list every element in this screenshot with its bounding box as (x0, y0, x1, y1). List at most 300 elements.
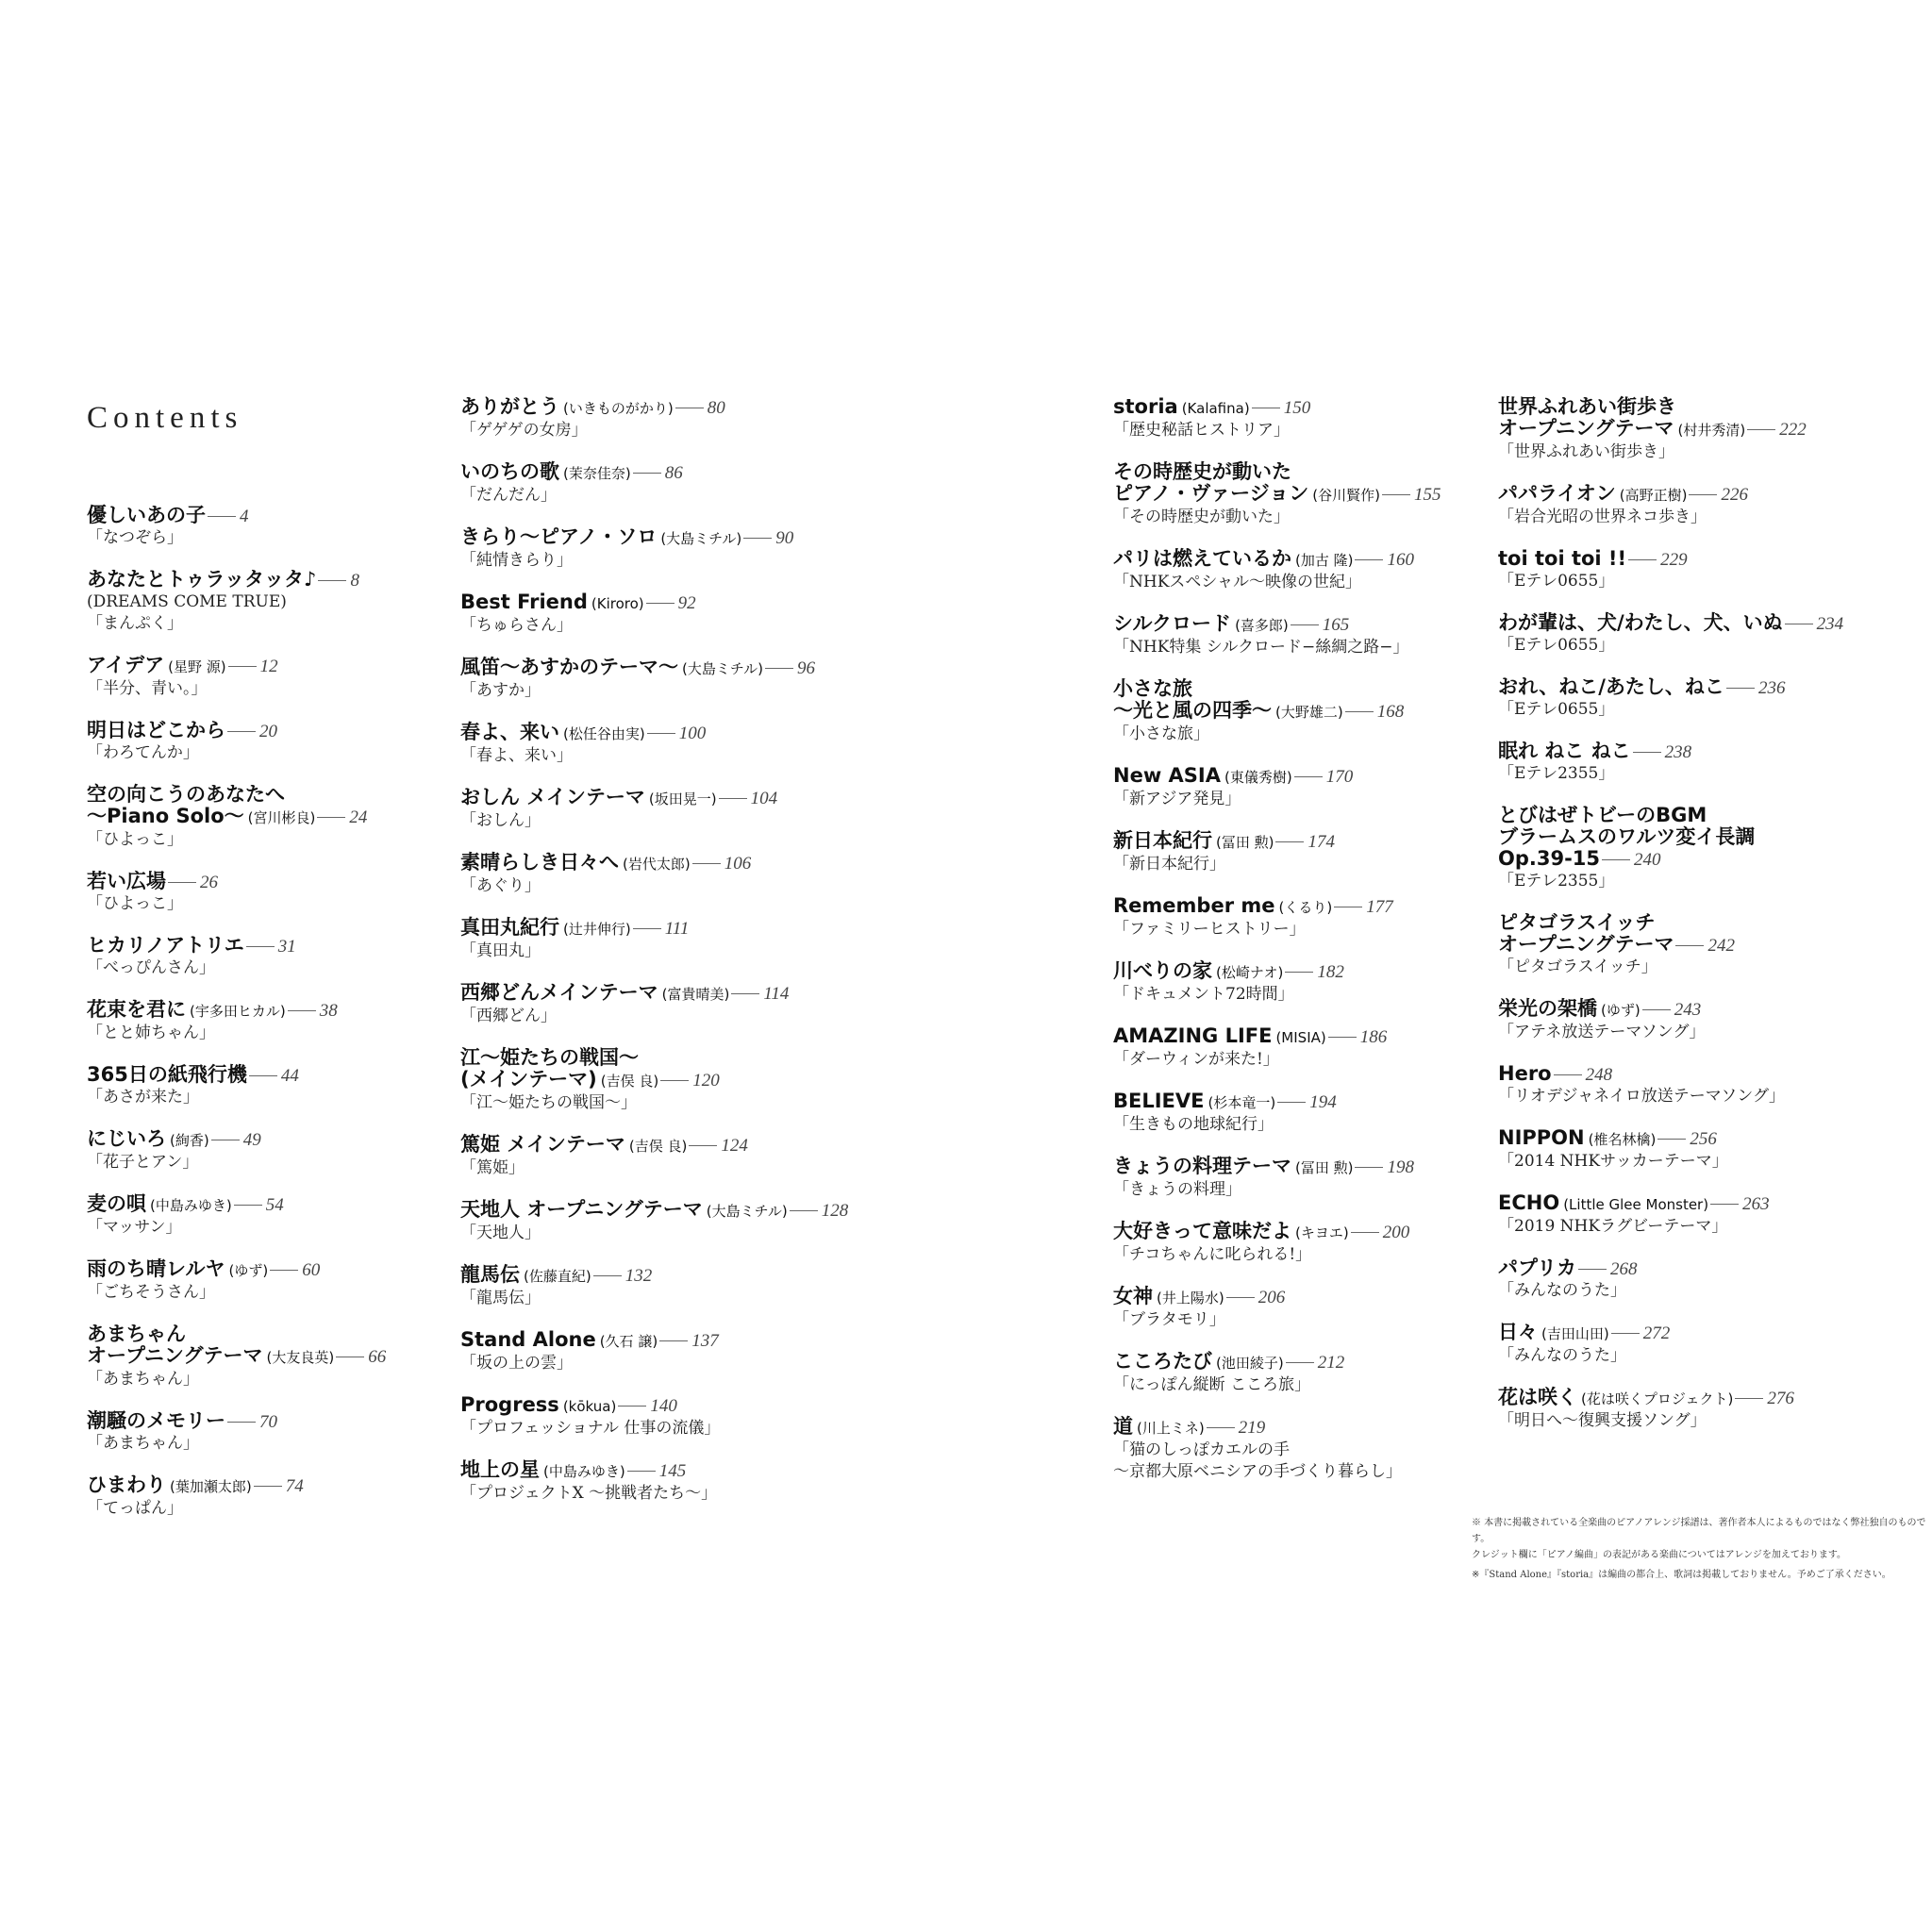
program-name: 〜京都大原ベニシアの手づくり暮らし」 (1113, 1462, 1402, 1481)
song-title: ありがとう (460, 395, 559, 418)
song-title: 日々 (1498, 1321, 1538, 1343)
song-title: パリは燃えているか (1113, 547, 1291, 570)
program-name: 「純情きらり」 (460, 551, 573, 570)
song-title: 女神 (1113, 1285, 1153, 1307)
song-title: オープニングテーマ (1498, 933, 1674, 956)
leader-line (627, 1471, 656, 1472)
program-name: 「てっぱん」 (87, 1499, 183, 1518)
entry-title-line (87, 1474, 386, 1498)
page-number: 150 (1283, 398, 1311, 418)
artist-name: (池田綾子) (1216, 1355, 1284, 1372)
artist-name: (杉本竜一) (1208, 1094, 1276, 1111)
toc-entry (1113, 895, 1441, 941)
song-title: 花束を君に (87, 998, 186, 1021)
page-number: 206 (1257, 1288, 1286, 1307)
song-title: とびはぜトビーのBGM (1498, 804, 1707, 826)
toc-entry (1498, 741, 1843, 785)
program-name: 「おしん」 (460, 811, 541, 830)
entry-title-line (1113, 483, 1441, 507)
song-title: にじいろ (87, 1127, 166, 1150)
artist-name: (宇多田ヒカル) (190, 1003, 286, 1020)
program-name: 「チコちゃんに叱られる!」 (1113, 1245, 1312, 1264)
artist-name: (ゆず) (228, 1262, 269, 1279)
entry-title-line (1498, 548, 1843, 571)
artist-name: (大野雄二) (1275, 704, 1343, 721)
song-title: toi toi toi !! (1498, 547, 1627, 570)
entry-title-line (1498, 483, 1843, 507)
artist-name: (東儀秀樹) (1224, 769, 1292, 786)
page-number: 145 (658, 1461, 687, 1481)
entry-title-line (1113, 765, 1441, 789)
entry-title-line (87, 806, 386, 829)
song-title: Remember me (1113, 894, 1275, 917)
page-number: 222 (1779, 420, 1807, 440)
program-name: 「半分、青い。」 (87, 679, 208, 698)
leader-line (1277, 1102, 1306, 1103)
entry-title-line (87, 871, 386, 893)
artist-name: (川上ミネ) (1137, 1420, 1205, 1437)
artist-name: (松崎ナオ) (1216, 964, 1284, 981)
toc-entry (460, 982, 848, 1027)
page-number: 92 (677, 593, 696, 613)
toc-entry (1498, 1257, 1843, 1302)
program-name: 「あさが来た」 (87, 1088, 199, 1107)
toc-entry (460, 526, 848, 572)
artist-name: (吉俣 良) (628, 1138, 688, 1155)
entry-title-line (1113, 613, 1441, 637)
entry-title-line (1498, 1192, 1843, 1216)
page-number: 26 (200, 873, 218, 892)
page-number: 44 (280, 1066, 299, 1086)
entry-title-line (1498, 396, 1843, 418)
toc-entry (1113, 765, 1441, 810)
leader-line (1294, 776, 1323, 777)
song-title: アイデア (87, 654, 165, 676)
song-title: 素晴らしき日々へ (460, 851, 619, 874)
entry-title-line (460, 526, 848, 550)
toc-entry (1498, 1192, 1843, 1238)
program-name: 「ゲゲゲの女房」 (460, 421, 588, 440)
footnote: ※『Stand Alone』『storia』は編曲の都合上、歌詞は掲載しておりません。予めご了承ください。 (1472, 1570, 1891, 1580)
program-name: 「春よ、来い」 (460, 746, 573, 765)
program-name: 「ごちそうさん」 (87, 1283, 215, 1302)
entry-title-line (460, 1329, 848, 1353)
page-number: 226 (1721, 485, 1748, 505)
page-number: 70 (259, 1412, 277, 1432)
toc-entry (87, 1128, 386, 1174)
artist-name: (MISIA) (1275, 1029, 1326, 1046)
entry-title-line (87, 505, 386, 527)
entry-title-line (87, 1410, 386, 1433)
entry-title-line (87, 935, 386, 957)
program-name: 「新アジア発見」 (1113, 790, 1241, 808)
entry-title-line (460, 1264, 848, 1288)
toc-entry (87, 784, 386, 851)
entry-title-line (460, 1069, 848, 1092)
page-number: 49 (242, 1130, 261, 1150)
toc-entry (1498, 676, 1843, 721)
toc-entry (1113, 1090, 1441, 1136)
entry-title-line (1498, 826, 1843, 848)
artist-name: (吉田山田) (1541, 1325, 1609, 1342)
page-number: 165 (1322, 615, 1350, 635)
song-title: わが輩は、犬/わたし、犬、いぬ (1498, 611, 1783, 634)
leader-line (227, 731, 256, 732)
toc-column-3 (1113, 396, 1441, 1503)
page-number: 170 (1325, 767, 1354, 787)
toc-entry (1113, 1351, 1441, 1396)
page-number: 256 (1690, 1129, 1717, 1149)
song-title: 雨のち晴レルヤ (87, 1257, 225, 1280)
entry-title-line (460, 917, 848, 941)
song-title: 潮騒のメモリー (87, 1409, 225, 1432)
artist-name: (大島ミチル) (682, 660, 763, 677)
leader-line (743, 538, 772, 539)
entry-title-line (1498, 805, 1843, 826)
program-name: 「真田丸」 (460, 941, 541, 960)
song-title: 小さな旅 (1113, 677, 1192, 700)
program-name: 「坂の上の雲」 (460, 1354, 573, 1373)
page-number: 60 (302, 1260, 321, 1280)
artist-name: (大島ミチル) (660, 530, 742, 547)
song-title: 〜Piano Solo〜 (87, 805, 244, 827)
program-name: 「にっぽん縦断 こころ旅」 (1113, 1375, 1311, 1394)
page-number: 111 (664, 919, 690, 939)
leader-line (647, 733, 675, 734)
entry-title-line (1113, 1416, 1441, 1440)
artist-name: (宮川彬良) (247, 809, 316, 826)
artist-name: (吉俣 良) (600, 1073, 659, 1090)
song-title: いのちの歌 (460, 460, 559, 483)
toc-entry (1498, 1127, 1843, 1173)
program-name: 「みんなのうた」 (1498, 1346, 1626, 1365)
leader-line (659, 1340, 688, 1341)
page-number: 276 (1767, 1389, 1794, 1408)
program-name: 「とと姉ちゃん」 (87, 1024, 215, 1042)
page-number: 155 (1414, 485, 1441, 505)
entry-title-line (1498, 741, 1843, 763)
leader-line (168, 882, 196, 883)
entry-title-line (1498, 612, 1843, 635)
toc-entry (460, 917, 848, 962)
program-name: 「新日本紀行」 (1113, 855, 1225, 874)
song-title: シルクロード (1113, 612, 1232, 635)
entry-title-line (87, 1258, 386, 1282)
program-name: 「NHK特集 シルクロード−絲綢之路−」 (1113, 638, 1409, 657)
toc-entry (460, 1459, 848, 1505)
artist-name: (中島みゆき) (543, 1463, 625, 1480)
program-name: 「龍馬伝」 (460, 1289, 541, 1307)
page-number: 263 (1742, 1194, 1770, 1214)
song-title: ブラームスのワルツ変イ長調 (1498, 825, 1756, 848)
song-title: 若い広場 (87, 870, 166, 892)
entry-title-line (87, 569, 386, 591)
program-name: 「みんなのうた」 (1498, 1281, 1626, 1300)
leader-line (1351, 1232, 1379, 1233)
song-title: 地上の星 (460, 1458, 540, 1481)
toc-entry (87, 720, 386, 764)
entry-title-line (1113, 396, 1441, 420)
song-title: NIPPON (1498, 1126, 1585, 1149)
toc-entry (1498, 483, 1843, 528)
leader-line (1735, 1398, 1763, 1399)
song-title: 花は咲く (1498, 1386, 1577, 1408)
toc-entry (87, 1193, 386, 1239)
song-title: 龍馬伝 (460, 1263, 520, 1286)
toc-entry (87, 1064, 386, 1108)
song-title: New ASIA (1113, 764, 1221, 787)
program-name: (DREAMS COME TRUE) (87, 592, 287, 611)
program-name: 「世界ふれあい街歩き」 (1498, 442, 1674, 461)
program-name: 「Eテレ2355」 (1498, 764, 1615, 783)
page-number: 80 (707, 398, 725, 418)
artist-name: (谷川賢作) (1312, 487, 1380, 504)
entry-title-line (1498, 418, 1843, 441)
program-name: 「あぐり」 (460, 876, 541, 895)
leader-line (633, 928, 661, 929)
song-title: こころたび (1113, 1350, 1212, 1373)
toc-entry (1498, 1387, 1843, 1432)
entry-title-line (460, 787, 848, 810)
entry-title-line (1498, 676, 1843, 699)
toc-entry (1498, 912, 1843, 978)
leader-line (633, 473, 661, 474)
leader-line (318, 580, 346, 581)
leader-line (1226, 1297, 1255, 1298)
page-number: 186 (1359, 1027, 1388, 1047)
program-name: 「ブラタモリ」 (1113, 1310, 1225, 1329)
song-title: BELIEVE (1113, 1090, 1205, 1112)
song-title: おれ、ねこ/あたし、ねこ (1498, 675, 1724, 698)
page-number: 100 (678, 724, 707, 743)
toc-entry (460, 787, 848, 832)
program-name: 「まんぷく」 (87, 614, 183, 633)
toc-entry (1113, 613, 1441, 658)
artist-name: (絢香) (170, 1132, 209, 1149)
song-title: 西郷どんメインテーマ (460, 981, 658, 1004)
song-title: おしん メインテーマ (460, 786, 645, 808)
song-title: ピタゴラスイッチ (1498, 911, 1656, 934)
program-name: 「西郷どん」 (460, 1007, 557, 1025)
page-number: 66 (368, 1347, 387, 1367)
toc-entry (1498, 612, 1843, 657)
entry-title-line (1113, 1286, 1441, 1309)
toc-entry (87, 1474, 386, 1520)
page-number: 174 (1307, 832, 1335, 852)
leader-line (719, 798, 747, 799)
artist-name: (大友良英) (266, 1349, 335, 1366)
entry-title-line (460, 396, 848, 420)
leader-line (228, 666, 257, 667)
program-name: 「2014 NHKサッカーテーマ」 (1498, 1152, 1728, 1171)
entry-title-line (1498, 1127, 1843, 1151)
page-number: 212 (1317, 1353, 1345, 1373)
song-title: あなたとトゥラッタッタ♪ (87, 568, 317, 591)
artist-name: (くるり) (1278, 899, 1333, 916)
leader-line (1554, 1074, 1582, 1075)
program-name: 「ドキュメント72時間」 (1113, 985, 1294, 1004)
entry-title-line (1113, 960, 1441, 984)
toc-column-2 (460, 396, 848, 1524)
entry-title-line (1113, 1351, 1441, 1374)
leader-line (288, 1010, 316, 1011)
program-name: 「花子とアン」 (87, 1153, 199, 1172)
entry-title-line (87, 1064, 386, 1087)
toc-entry (1113, 1416, 1441, 1483)
toc-entry (87, 1410, 386, 1455)
leader-line (660, 1080, 689, 1081)
leader-line (1291, 624, 1319, 625)
entry-title-line (1113, 1221, 1441, 1244)
page-number: 168 (1376, 702, 1405, 722)
artist-name: (葉加瀬太郎) (170, 1478, 252, 1495)
page-number: 4 (240, 507, 249, 526)
song-title: Progress (460, 1393, 559, 1416)
program-name: 「プロジェクトX 〜挑戦者たち〜」 (460, 1484, 718, 1503)
artist-name: (茉奈佳奈) (563, 465, 631, 482)
program-name: 「ピタゴラスイッチ」 (1498, 957, 1657, 976)
leader-line (731, 993, 759, 994)
song-title: パパライオン (1498, 482, 1616, 505)
leader-line (1611, 1333, 1640, 1334)
page-number: 234 (1816, 614, 1844, 634)
page-number: 104 (750, 789, 778, 808)
program-name: 「べっぴんさん」 (87, 958, 215, 977)
toc-entry (1113, 1286, 1441, 1331)
page-number: 177 (1366, 897, 1393, 917)
entry-title-line (460, 1199, 848, 1223)
artist-name: (坂田晃一) (648, 791, 717, 807)
page-number: 124 (721, 1136, 748, 1156)
toc-entry (87, 871, 386, 915)
entry-title-line (460, 1047, 848, 1069)
entry-title-line (1498, 1257, 1843, 1280)
toc-entry (87, 999, 386, 1044)
program-name: 「プロフェッショナル 仕事の流儀」 (460, 1419, 721, 1438)
entry-title-line (460, 591, 848, 615)
artist-name: (辻井伸行) (563, 921, 631, 938)
program-name: 「生きもの地球紀行」 (1113, 1115, 1274, 1134)
entry-title-line (460, 1459, 848, 1483)
program-name: 「Eテレ0655」 (1498, 636, 1615, 655)
entry-title-line (87, 720, 386, 742)
leader-line (1286, 1362, 1314, 1363)
artist-name: (大島ミチル) (706, 1203, 788, 1220)
page-number: 248 (1585, 1065, 1613, 1085)
toc-entry (1498, 548, 1843, 592)
toc-entry (87, 1258, 386, 1304)
toc-entry (87, 655, 386, 700)
song-title: 天地人 オープニングテーマ (460, 1198, 703, 1221)
song-title: Op.39-15 (1498, 847, 1601, 870)
program-name: 「マッサン」 (87, 1218, 182, 1237)
page-number: 132 (625, 1266, 653, 1286)
song-title: あまちゃん (87, 1323, 186, 1345)
toc-entry (1113, 1025, 1441, 1071)
leader-line (1689, 494, 1717, 495)
artist-name: (Little Glee Monster) (1563, 1196, 1709, 1213)
page-number: 96 (796, 658, 815, 678)
program-name: 「ひよっこ」 (87, 894, 183, 913)
page-number: 20 (259, 722, 277, 741)
song-title: Hero (1498, 1062, 1552, 1085)
song-title: 〜光と風の四季〜 (1113, 699, 1272, 722)
leader-line (254, 1486, 282, 1487)
program-name: 「小さな旅」 (1113, 724, 1209, 743)
page-number: 238 (1664, 742, 1692, 762)
entry-title-line (460, 1394, 848, 1418)
page-number: 38 (319, 1001, 338, 1021)
footnote: ※ 本書に掲載されている全楽曲のピアノアレンジ採譜は、著作者本人によるものではなく弊社独自のものです。 (1472, 1518, 1926, 1544)
program-name: 「ダーウィンが来た!」 (1113, 1050, 1279, 1069)
song-title: きらり〜ピアノ・ソロ (460, 525, 658, 548)
toc-entry (1113, 830, 1441, 875)
entry-title-line (1498, 1322, 1843, 1345)
page-number: 90 (775, 528, 794, 548)
contents-heading: Contents (87, 401, 243, 435)
program-name: 「2019 NHKラグビーテーマ」 (1498, 1217, 1728, 1236)
toc-entry (87, 1323, 386, 1390)
artist-name: (ゆず) (1601, 1002, 1641, 1019)
entry-title-line (1113, 830, 1441, 854)
song-title: 世界ふれあい街歩き (1498, 395, 1676, 418)
page-number: 12 (259, 657, 278, 676)
toc-entry (1498, 396, 1843, 463)
program-name: 「天地人」 (460, 1224, 541, 1242)
song-title: 365日の紙飛行機 (87, 1063, 247, 1086)
toc-entry (460, 1199, 848, 1244)
entry-title-line (460, 852, 848, 875)
leader-line (208, 516, 236, 517)
artist-name: (冨田 勲) (1216, 834, 1274, 851)
entry-title-line (1113, 1090, 1441, 1114)
page-number: 194 (1309, 1092, 1337, 1112)
song-title: 川べりの家 (1113, 959, 1212, 982)
program-name: 「あすか」 (460, 681, 541, 700)
footnotes (1472, 1515, 1932, 1583)
song-title: 空の向こうのあなたへ (87, 783, 285, 806)
page-number: 236 (1757, 678, 1786, 698)
page-number: 128 (821, 1201, 849, 1221)
program-name: 「わろてんか」 (87, 743, 199, 762)
toc-entry (460, 461, 848, 507)
song-title: パプリカ (1498, 1257, 1576, 1279)
song-title: ECHO (1498, 1191, 1560, 1214)
toc-entry (460, 1329, 848, 1374)
program-name: 「なつぞら」 (87, 528, 183, 547)
entry-title-line (460, 461, 848, 485)
leader-line (317, 817, 345, 818)
song-title: 江〜姫たちの戦国〜 (460, 1046, 639, 1069)
toc-entry (1113, 1221, 1441, 1266)
artist-name: (キヨエ) (1295, 1224, 1349, 1241)
toc-entry (460, 852, 848, 897)
artist-name: (富貴晴美) (661, 986, 730, 1003)
page-number: 272 (1642, 1323, 1671, 1343)
entry-title-line (460, 722, 848, 745)
program-name: 「歴史秘話ヒストリア」 (1113, 421, 1290, 440)
page-number: 140 (650, 1396, 677, 1416)
song-title: オープニングテーマ (87, 1344, 263, 1367)
leader-line (1207, 1427, 1235, 1428)
artist-name: (久石 譲) (599, 1333, 658, 1350)
song-title: 春よ、来い (460, 721, 559, 743)
page-number: 86 (664, 463, 683, 483)
toc-entry (1113, 548, 1441, 593)
leader-line (765, 668, 793, 669)
leader-line (227, 1422, 256, 1423)
toc-entry (460, 657, 848, 702)
